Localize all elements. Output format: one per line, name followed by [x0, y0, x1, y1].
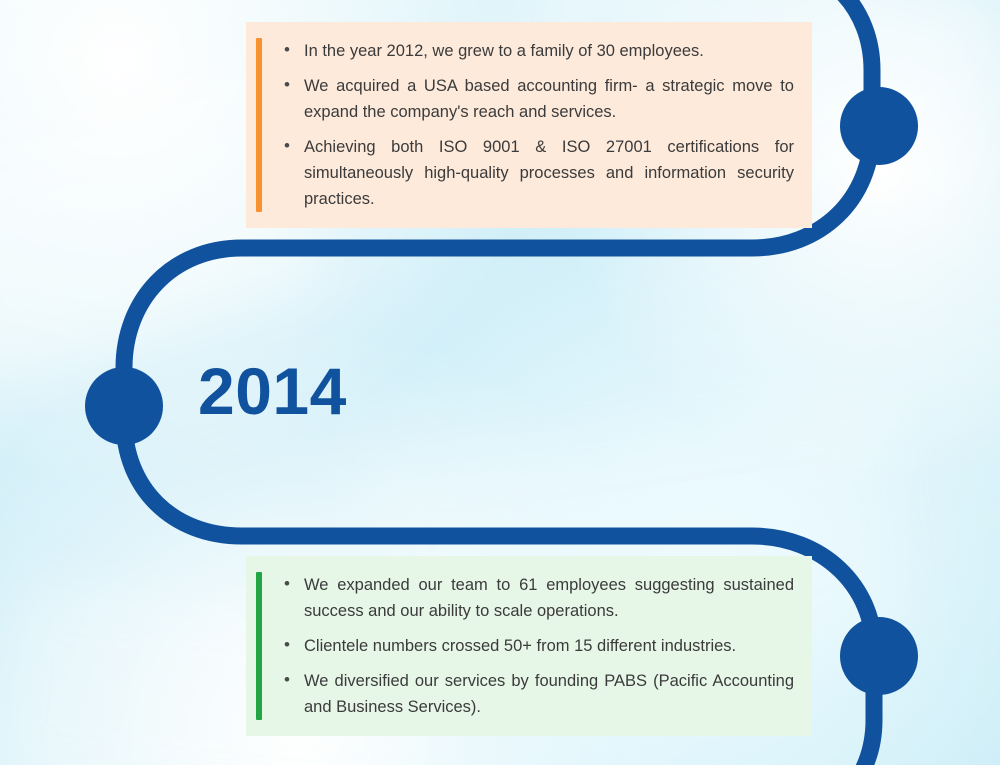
list-item: • Clientele numbers crossed 50+ from 15 different industries. — [280, 633, 794, 659]
year-label-2014: 2014 — [198, 354, 347, 428]
list-item: • We expanded our team to 61 employees suggesting sustained success and our ability to scale operations. — [280, 572, 794, 624]
milestone-card-2012 — [246, 22, 812, 228]
list-item: • Achieving both ISO 9001 & ISO 27001 certifications for simultaneously high-quality processes and information security practices. — [280, 134, 794, 212]
timeline-node-2014 — [85, 367, 163, 445]
card-accent-bar — [256, 572, 262, 720]
milestone-card-2014 — [246, 556, 812, 736]
card-accent-bar — [256, 38, 262, 212]
list-item: • We diversified our services by founding PABS (Pacific Accounting and Business Services). — [280, 668, 794, 720]
timeline-node-next — [840, 617, 918, 695]
milestone-bullet-list — [280, 572, 794, 720]
milestone-bullet-list — [280, 38, 794, 212]
list-item: • In the year 2012, we grew to a family of 30 employees. — [280, 38, 794, 64]
list-item: • We acquired a USA based accounting firm- a strategic move to expand the company's reach and services. — [280, 73, 794, 125]
timeline-node-2012 — [840, 87, 918, 165]
